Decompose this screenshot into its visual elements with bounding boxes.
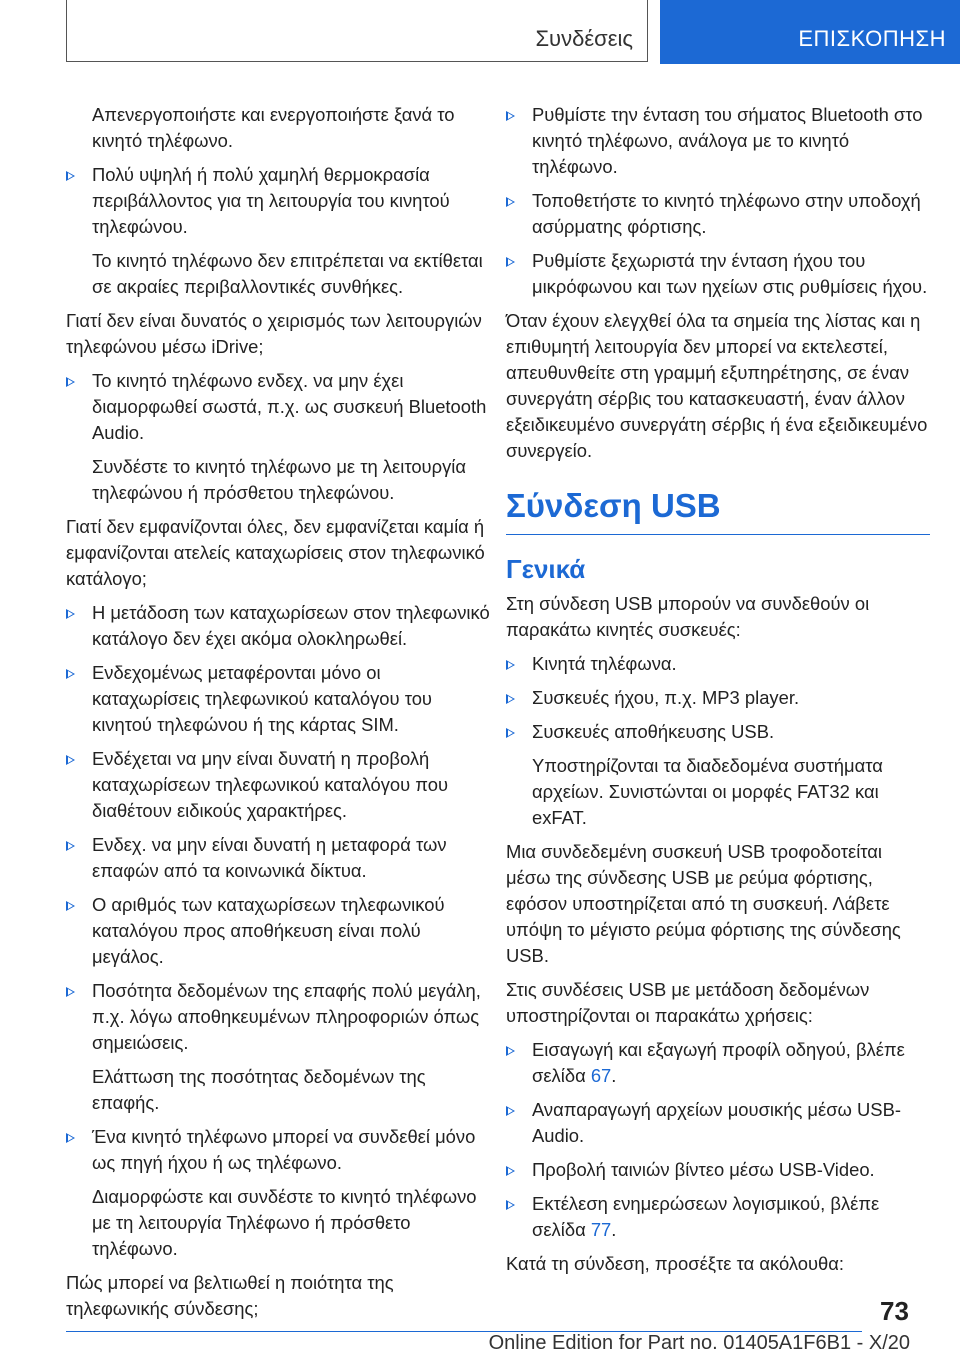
paragraph: Το κινητό τηλέφωνο δεν επιτρέπεται να εκτίθεται σε ακραίες περιβαλλοντικές συνθήκες.	[92, 250, 483, 297]
bullet-triangle-icon	[506, 1166, 515, 1176]
paragraph: Υποστηρίζονται τα διαδεδομένα συστήματα αρχείων. Συνιστώνται οι μορφές FAT32 και exFAT.	[532, 755, 883, 828]
footer-edition: Online Edition for Part no. 01405A1F6B1 - X/20	[488, 1332, 910, 1354]
right-column	[506, 102, 930, 1285]
list-item-text: Τοποθετήστε το κινητό τηλέφωνο στην υποδοχή ασύρματης φόρτισης.	[532, 190, 921, 237]
list-item	[66, 600, 490, 652]
subsection-heading: Γενικά	[506, 554, 586, 584]
bullet-triangle-icon	[66, 609, 75, 619]
list-item-text: Εισαγωγή και εξαγωγή προφίλ οδηγού, βλέπε σελίδα	[532, 1039, 905, 1086]
list-item	[506, 651, 930, 677]
bullet-triangle-icon	[506, 1046, 515, 1056]
list-item	[506, 1157, 930, 1183]
list-item-text: Ο αριθμός των καταχωρίσεων τηλεφωνικού καταλόγου προς αποθήκευση είναι πολύ μεγάλος.	[92, 894, 445, 967]
question: Γιατί δεν είναι δυνατός ο χειρισμός των λειτουργιών τηλεφώνου μέσω iDrive;	[66, 310, 482, 357]
bullet-triangle-icon	[66, 901, 75, 911]
list-item-text: Η μετάδοση των καταχωρίσεων στον τηλεφωνικό κατάλογο δεν έχει ακόμα ολοκληρωθεί.	[92, 602, 490, 649]
list-item	[506, 1037, 930, 1089]
bullet-triangle-icon	[66, 377, 75, 387]
bullet-triangle-icon	[506, 694, 515, 704]
question: Πώς μπορεί να βελτιωθεί η ποιότητα της τηλεφωνικής σύνδεσης;	[66, 1272, 394, 1319]
section-tab-label: Συνδέσεις	[535, 26, 633, 51]
period: .	[611, 1219, 617, 1240]
bullet-triangle-icon	[506, 660, 515, 670]
list-item	[66, 746, 490, 824]
list-item	[66, 978, 490, 1056]
list-item-text: Ενδεχ. να μην είναι δυνατή η μεταφορά των επαφών από τα κοινωνικά δίκτυα.	[92, 834, 447, 881]
paragraph: Απενεργοποιήστε και ενεργοποιήστε ξανά το κινητό τηλέφωνο.	[92, 104, 455, 151]
list-item-text: Ενδέχεται να μην είναι δυνατή η προβολή καταχωρίσεων τηλεφωνικού καταλόγου που διαθέτουν ειδικούς χαρακτήρες.	[92, 748, 449, 821]
bullet-triangle-icon	[506, 197, 515, 207]
page-link[interactable]: 67	[590, 1065, 612, 1086]
list-item-text: Προβολή ταινιών βίντεο μέσω USB-Video.	[532, 1159, 875, 1180]
bullet-triangle-icon	[66, 171, 75, 181]
paragraph: Όταν έχουν ελεγχθεί όλα τα σημεία της λίστας και η επιθυμητή λειτουργία δεν μπορεί να εκτελεστεί, απευθυνθείτε στη γραμμή εξυπηρέτησης, σε έναν συνεργάτη σέρβις του κατασκευαστή, έναν άλλον εξειδικευμένο συνεργάτη σέρβις ή ένα εξειδικευμένο συνεργείο.	[506, 310, 928, 461]
list-item	[66, 832, 490, 884]
bullet-triangle-icon	[66, 1133, 75, 1143]
bullet-triangle-icon	[66, 755, 75, 765]
list-item-text: Εκτέλεση ενημερώσεων λογισμικού, βλέπε σελίδα	[532, 1193, 880, 1240]
paragraph: Κατά τη σύνδεση, προσέξτε τα ακόλουθα:	[506, 1253, 844, 1274]
page-link[interactable]: 77	[590, 1219, 612, 1240]
bullet-triangle-icon	[66, 841, 75, 851]
list-item-text: Ένα κινητό τηλέφωνο μπορεί να συνδεθεί μόνο ως πηγή ήχου ή ως τηλέφωνο.	[92, 1126, 476, 1173]
list-item	[506, 1191, 930, 1243]
list-item-text: Πολύ υψηλή ή πολύ χαμηλή θερμοκρασία περιβάλλοντος για τη λειτουργία του κινητού τηλεφώνου.	[92, 164, 450, 237]
bullet-triangle-icon	[506, 257, 515, 267]
bullet-triangle-icon	[66, 669, 75, 679]
bullet-triangle-icon	[506, 1106, 515, 1116]
paragraph: Στις συνδέσεις USB με μετάδοση δεδομένων υποστηρίζονται οι παρακάτω χρήσεις:	[506, 979, 870, 1026]
list-item	[66, 1124, 490, 1176]
list-item	[66, 892, 490, 970]
section-tab-connections	[66, 0, 648, 62]
list-item	[506, 719, 930, 745]
bullet-triangle-icon	[506, 1200, 515, 1210]
list-item	[66, 660, 490, 738]
bullet-triangle-icon	[66, 987, 75, 997]
page-number: 73	[880, 1296, 909, 1326]
paragraph: Συνδέστε το κινητό τηλέφωνο με τη λειτουργία τηλεφώνου ή πρόσθετου τηλεφώνου.	[92, 456, 466, 503]
list-item	[506, 1097, 930, 1149]
list-item	[506, 685, 930, 711]
left-column	[66, 102, 490, 1330]
list-item-text: Ρυθμίστε ξεχωριστά την ένταση ήχου του μικρόφωνου και των ηχείων στις ρυθμίσεις ήχου.	[532, 250, 928, 297]
list-item-text: Αναπαραγωγή αρχείων μουσικής μέσω USB-Audio.	[532, 1099, 901, 1146]
list-item-text: Το κινητό τηλέφωνο ενδεχ. να μην έχει διαμορφωθεί σωστά, π.χ. ως συσκευή Bluetooth Audio.	[92, 370, 487, 443]
list-item-text: Ρυθμίστε την ένταση του σήματος Bluetooth στο κινητό τηλέφωνο, ανάλογα με το κινητό τηλέφωνο.	[532, 104, 923, 177]
paragraph: Ελάττωση της ποσότητας δεδομένων της επαφής.	[92, 1066, 426, 1113]
list-item	[506, 248, 930, 300]
question: Γιατί δεν εμφανίζονται όλες, δεν εμφανίζεται καμία ή εμφανίζονται ατελείς καταχωρίσεις στον τηλεφωνικό κατάλογο;	[66, 516, 485, 589]
list-item-text: Ενδεχομένως μεταφέρονται μόνο οι καταχωρίσεις τηλεφωνικού καταλόγου του κινητού τηλεφώνου ή της κάρτας SIM.	[92, 662, 432, 735]
paragraph: Μια συνδεδεμένη συσκευή USB τροφοδοτείται μέσω της σύνδεσης USB με ρεύμα φόρτισης, εφόσον υποστηρίζεται από τη συσκευή. Λάβετε υπόψη το μέγιστο ρεύμα φόρτισης της σύνδεσης USB.	[506, 841, 901, 966]
section-heading: Σύνδεση USB	[506, 486, 930, 535]
list-item	[506, 102, 930, 180]
list-item-text: Κινητά τηλέφωνα.	[532, 653, 677, 674]
list-item	[66, 368, 490, 446]
bullet-triangle-icon	[506, 728, 515, 738]
list-item	[66, 162, 490, 240]
list-item-text: Ποσότητα δεδομένων της επαφής πολύ μεγάλη, π.χ. λόγω αποθηκευμένων πληροφοριών όπως σημειώσεις.	[92, 980, 481, 1053]
chapter-tab-overview	[660, 0, 960, 64]
period: .	[611, 1065, 617, 1086]
paragraph: Διαμορφώστε και συνδέστε το κινητό τηλέφωνο με τη λειτουργία Τηλέφωνο ή πρόσθετο τηλέφωνο.	[92, 1186, 477, 1259]
bullet-triangle-icon	[506, 111, 515, 121]
list-item-text: Συσκευές αποθήκευσης USB.	[532, 721, 775, 742]
list-item-text: Συσκευές ήχου, π.χ. MP3 player.	[532, 687, 800, 708]
list-item	[506, 188, 930, 240]
chapter-tab-label: ΕΠΙΣΚΟΠΗΣΗ	[798, 26, 946, 51]
paragraph: Στη σύνδεση USB μπορούν να συνδεθούν οι παρακάτω κινητές συσκευές:	[506, 593, 870, 640]
page-header	[0, 0, 960, 66]
